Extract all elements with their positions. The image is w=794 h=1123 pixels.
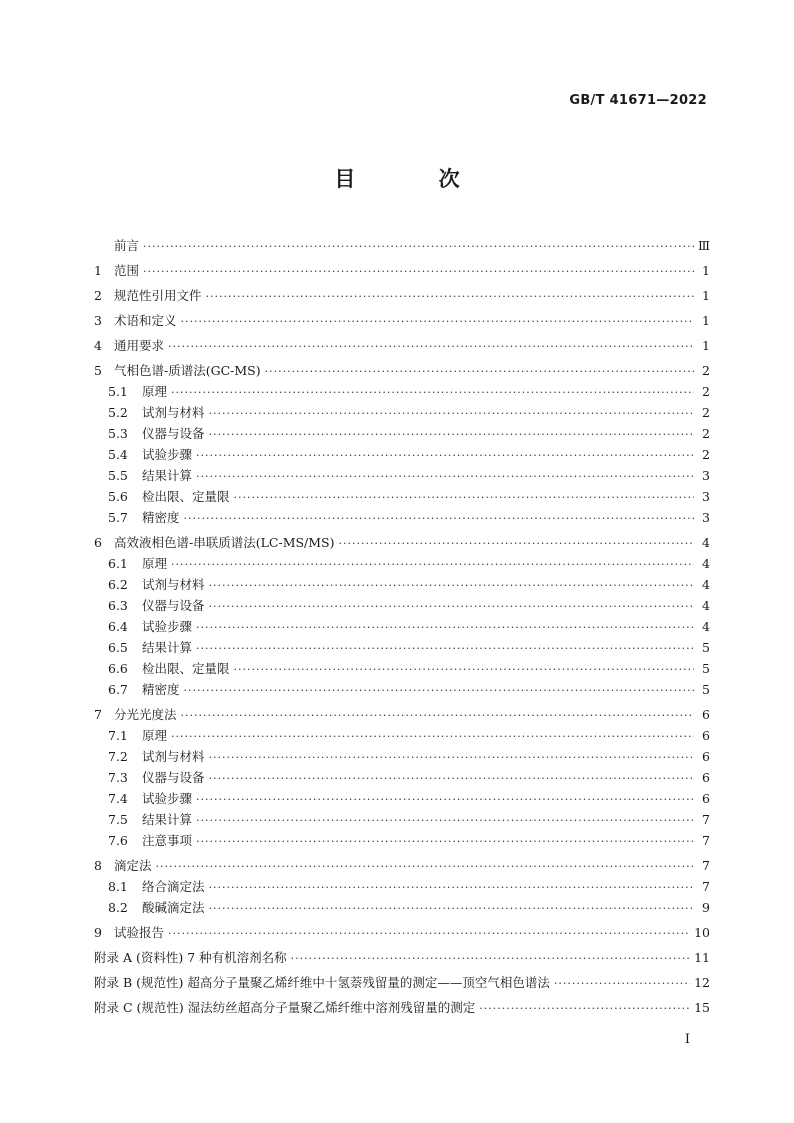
toc-entry-number: 7.5: [108, 812, 128, 827]
toc-entry-number: 8.1: [108, 879, 128, 894]
toc-entry-page: 4: [702, 535, 710, 550]
toc-entry-page: 11: [694, 950, 710, 965]
toc-entry[interactable]: [94, 704, 710, 725]
dot-leader: [209, 877, 694, 898]
toc-entry-number: 6.6: [108, 661, 128, 676]
dot-leader: [196, 617, 694, 638]
toc-entry[interactable]: [94, 637, 710, 658]
dot-leader: [209, 403, 694, 424]
toc-entry-label: 气相色谱-质谱法(GC-MS): [114, 363, 261, 378]
toc-entry-page: 7: [702, 858, 710, 873]
toc-entry-number: 6.1: [108, 556, 128, 571]
toc-entry-number: 5.2: [108, 405, 128, 420]
dot-leader: [209, 768, 694, 789]
toc-entry-number: 5.5: [108, 468, 128, 483]
toc-entry-page: 15: [694, 1000, 710, 1015]
toc-entry-page: 1: [702, 313, 710, 328]
toc-entry-label: 络合滴定法: [142, 879, 205, 894]
toc-entry-page: 2: [702, 447, 710, 462]
toc-entry-number: 8.2: [108, 900, 128, 915]
toc-entry[interactable]: [94, 532, 710, 553]
dot-leader: [196, 789, 694, 810]
toc-entry-label: 试剂与材料: [142, 749, 205, 764]
toc-entry-label: 酸碱滴定法: [142, 900, 205, 915]
toc-entry[interactable]: [94, 658, 710, 679]
toc-entry-label: 术语和定义: [114, 313, 177, 328]
toc-entry-label: 试剂与材料: [142, 405, 205, 420]
table-of-contents: [94, 231, 710, 1018]
toc-entry-label: 检出限、定量限: [142, 489, 230, 504]
toc-entry-number: 5.7: [108, 510, 128, 525]
toc-entry-page: 4: [702, 619, 710, 634]
toc-entry-label: 范围: [114, 263, 140, 278]
toc-entry[interactable]: [94, 444, 710, 465]
toc-entry-page: 9: [702, 900, 710, 915]
toc-entry-label: 结果计算: [142, 812, 193, 827]
toc-entry-label: 检出限、定量限: [142, 661, 230, 676]
toc-entry-label: 试验报告: [114, 925, 165, 940]
toc-entry-page: 2: [702, 384, 710, 399]
toc-entry-number: 4: [94, 338, 102, 353]
toc-entry-number: 9: [94, 925, 102, 940]
toc-entry-page: 2: [702, 363, 710, 378]
toc-entry[interactable]: [94, 423, 710, 444]
toc-entry-number: 1: [94, 263, 102, 278]
dot-leader: [196, 466, 694, 487]
toc-entry[interactable]: [94, 746, 710, 767]
dot-leader: [554, 973, 690, 994]
dot-leader: [196, 638, 694, 659]
toc-entry-number: 6.3: [108, 598, 128, 613]
toc-entry[interactable]: [94, 897, 710, 918]
toc-entry-page: 4: [702, 598, 710, 613]
toc-entry-page: 7: [702, 879, 710, 894]
toc-entry-number: 3: [94, 313, 102, 328]
dot-leader: [209, 596, 694, 617]
toc-entry-label: 附录 A (资料性) 7 种有机溶剂名称: [94, 950, 287, 965]
toc-entry-page: 4: [702, 577, 710, 592]
dot-leader: [234, 659, 694, 680]
toc-entry-label: 滴定法: [114, 858, 152, 873]
dot-leader: [143, 236, 694, 257]
toc-entry-label: 高效液相色谱-串联质谱法(LC-MS/MS): [114, 535, 335, 550]
dot-leader: [339, 533, 694, 554]
dot-leader: [209, 575, 694, 596]
toc-entry[interactable]: [94, 260, 710, 281]
dot-leader: [184, 508, 694, 529]
toc-entry[interactable]: [94, 855, 710, 876]
toc-entry[interactable]: [94, 360, 710, 381]
toc-entry[interactable]: [94, 235, 710, 256]
toc-entry[interactable]: [94, 809, 710, 830]
dot-leader: [479, 998, 690, 1019]
dot-leader: [196, 810, 694, 831]
toc-entry[interactable]: [94, 595, 710, 616]
toc-entry-label: 规范性引用文件: [114, 288, 202, 303]
toc-entry[interactable]: [94, 947, 710, 968]
toc-entry[interactable]: [94, 997, 710, 1018]
toc-entry-page: 3: [702, 510, 710, 525]
toc-entry-number: 7.1: [108, 728, 128, 743]
toc-entry-label: 分光光度法: [114, 707, 177, 722]
dot-leader: [209, 898, 694, 919]
toc-entry-page: Ⅲ: [697, 238, 710, 253]
toc-entry-page: 12: [694, 975, 710, 990]
toc-entry-number: 5.6: [108, 489, 128, 504]
toc-entry-number: 6.4: [108, 619, 128, 634]
toc-entry[interactable]: [94, 830, 710, 851]
dot-leader: [171, 554, 694, 575]
toc-entry-number: 5.1: [108, 384, 128, 399]
toc-entry-label: 试验步骤: [142, 447, 193, 462]
toc-entry-label: 仪器与设备: [142, 598, 205, 613]
toc-entry-number: 2: [94, 288, 102, 303]
page-title: 目 次: [334, 167, 498, 191]
dot-leader: [291, 948, 690, 969]
dot-leader: [234, 487, 694, 508]
toc-entry-page: 6: [702, 770, 710, 785]
toc-entry-label: 通用要求: [114, 338, 165, 353]
toc-entry-number: 6.5: [108, 640, 128, 655]
dot-leader: [168, 336, 694, 357]
dot-leader: [143, 261, 694, 282]
toc-entry-page: 2: [702, 426, 710, 441]
toc-entry-number: 6: [94, 535, 102, 550]
toc-entry[interactable]: [94, 285, 710, 306]
toc-entry-page: 6: [702, 728, 710, 743]
toc-entry-label: 附录 B (规范性) 超高分子量聚乙烯纤维中十氢萘残留量的测定——顶空气相色谱法: [94, 975, 550, 990]
toc-entry-page: 3: [702, 489, 710, 504]
toc-entry-page: 6: [702, 749, 710, 764]
toc-entry-page: 7: [702, 812, 710, 827]
toc-entry[interactable]: [94, 574, 710, 595]
toc-entry[interactable]: [94, 876, 710, 897]
toc-entry-number: 5: [94, 363, 102, 378]
toc-entry[interactable]: [94, 788, 710, 809]
toc-entry-page: 5: [702, 661, 710, 676]
toc-entry-label: 前言: [114, 238, 140, 253]
page-number: I: [684, 1032, 690, 1047]
dot-leader: [168, 923, 690, 944]
toc-entry[interactable]: [94, 616, 710, 637]
toc-entry-number: 7.2: [108, 749, 128, 764]
dot-leader: [181, 311, 694, 332]
toc-entry-label: 试验步骤: [142, 791, 193, 806]
toc-entry[interactable]: [94, 310, 710, 331]
toc-entry-label: 结果计算: [142, 640, 193, 655]
dot-leader: [265, 361, 694, 382]
toc-entry-page: 5: [702, 640, 710, 655]
toc-entry-page: 2: [702, 405, 710, 420]
dot-leader: [196, 831, 694, 852]
toc-entry-label: 原理: [142, 384, 168, 399]
toc-entry-page: 5: [702, 682, 710, 697]
toc-entry[interactable]: [94, 486, 710, 507]
toc-entry[interactable]: [94, 507, 710, 528]
toc-entry-number: 5.3: [108, 426, 128, 441]
dot-leader: [181, 705, 694, 726]
dot-leader: [209, 424, 694, 445]
toc-entry-number: 6.2: [108, 577, 128, 592]
dot-leader: [184, 680, 694, 701]
toc-entry-number: 6.7: [108, 682, 128, 697]
toc-entry-label: 精密度: [142, 510, 180, 525]
toc-entry-number: 7.3: [108, 770, 128, 785]
toc-entry-label: 试剂与材料: [142, 577, 205, 592]
toc-entry-page: 1: [702, 288, 710, 303]
toc-entry-number: 7.6: [108, 833, 128, 848]
toc-entry-page: 1: [702, 263, 710, 278]
dot-leader: [171, 726, 694, 747]
toc-entry[interactable]: [94, 725, 710, 746]
dot-leader: [156, 856, 694, 877]
toc-entry-number: 5.4: [108, 447, 128, 462]
toc-entry-label: 结果计算: [142, 468, 193, 483]
toc-entry[interactable]: [94, 465, 710, 486]
toc-entry[interactable]: [94, 335, 710, 356]
toc-entry-label: 注意事项: [142, 833, 193, 848]
toc-entry[interactable]: [94, 553, 710, 574]
toc-entry-page: 6: [702, 791, 710, 806]
toc-entry[interactable]: [94, 679, 710, 700]
standard-number: GB/T 41671—2022: [569, 93, 707, 108]
toc-entry[interactable]: [94, 767, 710, 788]
toc-entry-label: 附录 C (规范性) 湿法纺丝超高分子量聚乙烯纤维中溶剂残留量的测定: [94, 1000, 476, 1015]
toc-entry[interactable]: [94, 402, 710, 423]
toc-entry[interactable]: [94, 922, 710, 943]
toc-entry-number: 7: [94, 707, 102, 722]
toc-entry-label: 精密度: [142, 682, 180, 697]
toc-entry-page: 6: [702, 707, 710, 722]
toc-entry-page: 3: [702, 468, 710, 483]
dot-leader: [206, 286, 694, 307]
toc-entry-page: 7: [702, 833, 710, 848]
toc-entry-page: 10: [694, 925, 710, 940]
toc-entry-number: 8: [94, 858, 102, 873]
toc-entry-label: 仪器与设备: [142, 426, 205, 441]
toc-entry-label: 仪器与设备: [142, 770, 205, 785]
toc-entry-page: 4: [702, 556, 710, 571]
toc-entry-label: 原理: [142, 556, 168, 571]
toc-entry[interactable]: [94, 972, 710, 993]
toc-entry-page: 1: [702, 338, 710, 353]
dot-leader: [196, 445, 694, 466]
toc-entry-number: 7.4: [108, 791, 128, 806]
dot-leader: [171, 382, 694, 403]
dot-leader: [209, 747, 694, 768]
toc-entry-label: 试验步骤: [142, 619, 193, 634]
toc-entry[interactable]: [94, 381, 710, 402]
toc-entry-label: 原理: [142, 728, 168, 743]
